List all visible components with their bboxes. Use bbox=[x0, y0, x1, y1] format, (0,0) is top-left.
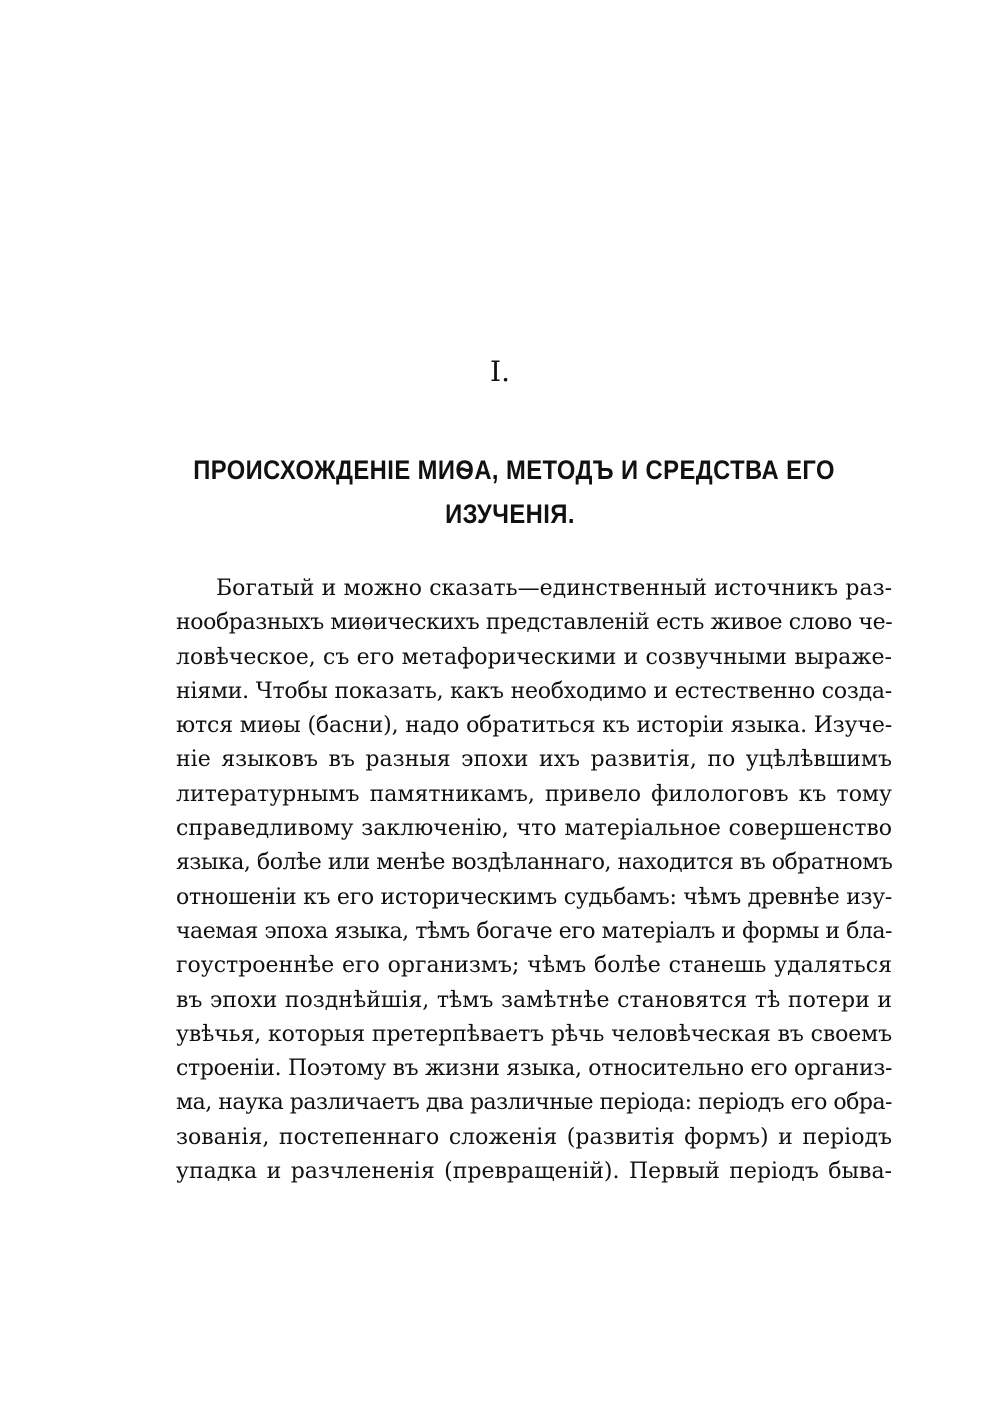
text-line: въ эпохи позднѣйшія, тѣмъ замѣтнѣе становятся тѣ потери и bbox=[176, 987, 892, 1013]
body-paragraph bbox=[176, 572, 892, 1189]
chapter-title bbox=[193, 448, 835, 536]
chapter-number: I. bbox=[490, 355, 510, 388]
text-line: Богатый и можно сказать—единственный источникъ раз- bbox=[216, 576, 892, 601]
text-line: зованія, постепеннаго сложенія (развитія формъ) и періодъ bbox=[176, 1124, 892, 1150]
text-line: ловѣческое, съ его метафорическими и созвучными выраже- bbox=[176, 644, 892, 670]
text-line: ніями. Чтобы показать, какъ необходимо и естественно созда- bbox=[176, 678, 892, 704]
text-line: отношеніи къ его историческимъ судьбамъ: чѣмъ древнѣе изу- bbox=[176, 884, 892, 910]
text-line: упадка и разчлененія (превращеній). Первый періодъ быва- bbox=[176, 1159, 892, 1185]
text-line: справедливому заключенію, что матеріальное совершенство bbox=[176, 816, 892, 842]
text-line: ніе языковъ въ разныя эпохи ихъ развитія, по уцѣлѣвшимъ bbox=[176, 747, 892, 773]
text-line: ма, наука различаетъ два различные періода: періодъ его обра- bbox=[176, 1090, 892, 1116]
text-line: литературнымъ памятникамъ, привело филологовъ къ тому bbox=[176, 781, 892, 807]
text-line: языка, болѣе или менѣе воздѣланнаго, находится въ обратномъ bbox=[176, 850, 892, 876]
chapter-title-line: ИЗУЧЕНІЯ. bbox=[445, 499, 575, 529]
text-line: чаемая эпоха языка, тѣмъ богаче его матеріалъ и формы и бла- bbox=[176, 918, 892, 944]
text-line: гоустроеннѣе его организмъ; чѣмъ болѣе станешь удаляться bbox=[176, 953, 892, 979]
text-line: увѣчья, которыя претерпѣваетъ рѣчь человѣческая въ своемъ bbox=[176, 1021, 892, 1047]
text-line: строеніи. Поэтому въ жизни языка, относительно его организ- bbox=[176, 1056, 892, 1082]
text-line: ются миѳы (басни), надо обратиться къ исторіи языка. Изуче- bbox=[176, 713, 892, 739]
chapter-title-line: ПРОИСХОЖДЕНІЕ МИѲА, МЕТОДЪ И СРЕДСТВА ЕГО bbox=[193, 455, 835, 485]
text-line: нообразныхъ миѳическихъ представленій есть живое слово че- bbox=[176, 610, 892, 636]
